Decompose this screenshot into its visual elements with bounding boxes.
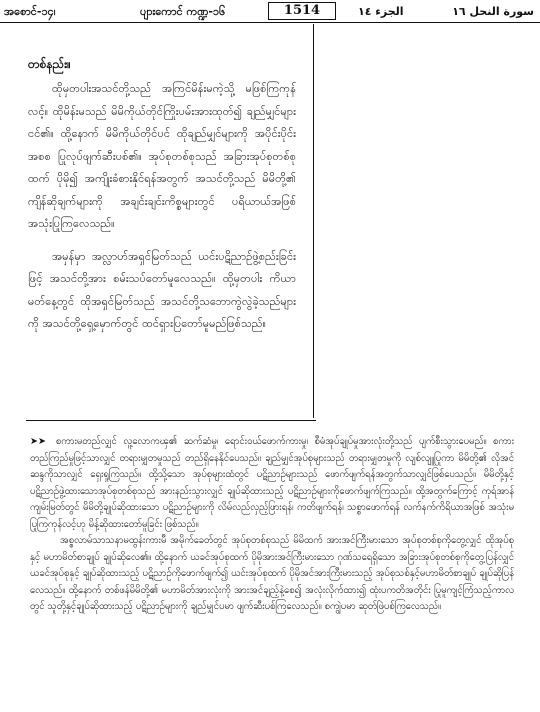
- footnote-paragraph: အစ္စလာမ်သာသနာမထွန်းကားမီ အမိုက်ခေတ်တွင် အုပ်စုတစ်စုသည် မိမိထက် အားအင်ကြီးမားသော အုပ်စုတစ်စုကိုတွေ့လျှင် ထိုအုပ်စုနှင့် မဟာမိတ်စာချုပ် ချုပ်ဆိုလေ၏။ ထို့နောက် ယခင်အုပ်စုထက် ပိုမိုအားအင်ကြီးမားသော ဂုဏ်သရေရှိသော အခြားအုပ်စုတစ်စုကိုတွေ့ပြန်လျှင် ယခင်အုပ်စုနှင့် ချုပ်ဆိုထားသည့် ပဋိညာဉ်ကိုဖောက်ဖျက်၍ ယင်းအုပ်စုထက် ပိုမိုအင်အားကြီးမားသည့် အုပ်စုသစ်နှင့်မဟာမိတ်စာချုပ် ချုပ်ဆိုပြန်လေသည်။ ထို့နောက် တစ်ဖန်မိမိတို့၏ မဟာမိတ်အားလုံးကို အားအင်ချည့်နဲ့စေ၍ အလုံးလိုက်ထား၍ ထုံးပကတိအတိုင်း ပြုမူကျင့်ကြံသည့်ကာလတွင် သူတို့နှင့်ချုပ်ဆိုထားသည့် ပဋိညာဉ်များကို ချည်မျှင်ပမာ ဖျက်ဆီးပစ်ကြလေသည်။ စကျွဲပမာ ဆုတ်ဖြဲပစ်ကြလေသည်။: [30, 535, 514, 612]
- page-header: [0, 0, 540, 22]
- page-number: 1514: [268, 2, 336, 20]
- chapter-reference: အစောင်-၁၄၊: [4, 5, 56, 18]
- column-divider: [313, 24, 314, 418]
- juz-label: الجزء ١٤: [358, 5, 404, 18]
- footnotes: [30, 434, 514, 616]
- section-heading: တစ်နည်း။: [28, 57, 71, 71]
- main-text: [28, 56, 296, 346]
- footnote-paragraph: [30, 434, 514, 533]
- header-divider: [0, 22, 540, 23]
- surah-label: سورة النحل ١٦: [452, 5, 534, 18]
- footnote-divider: [26, 420, 316, 421]
- verse-paragraph: ထိုမှတပါးအသင်တို့သည် အကြင်မိန်းမကဲ့သို့ မဖြစ်ကြကုန်လင့်။ ထိုမိန်းမသည် မိမိကိုယ်တိုင်ကြိုးပမ်းအားထုတ်၍ ချည်မျှင်များငင်၏။ ထို့နောက် မိမိကိုယ်တိုင်ပင် ထိုချည်မျှင်များကို အပိုင်းပိုင်းအစစ ပြုလုပ်ဖျက်ဆီးပစ်၏။ အုပ်စုတစ်စုသည် အခြားအုပ်စုတစ်စုထက် ပိုမို၍ အကျိုးခံစားနိုင်ရန်အတွက် အသင်တို့သည် မိမိတို့၏ ကျိန်ဆိုချက်များကို အချင်းချင်းကိစ္စများတွင် ပရိယာယ်အဖြစ်အသုံးပြုကြလေသည်။: [28, 82, 296, 230]
- footnote-text: စကားမတည်လျှင် လူ့လောကၾ၏ ဆက်ဆံမှု၊ ရောင်းဝယ်ဖောက်ကားမှု၊ စီမံအုပ်ချုပ်မှုအားလုံးတို့သည် ပျက်စီးသွားပေမည်။ စကားတည်ကြည်မှုဖြင့်သာလျှင် တရားမျှတမှုသည် တည်ရှိနေနိုင်ပေသည်။ ချည်မျှင်အုပ်စုများသည် တရားမျှတမှုကို လျစ်လျူပြုကာ မိမိတို့၏ လိုအင်ဆန္ဒကိုသာလျှင် ရှေးရှုကြသည်။ ထို့သို့သော အုပ်စုများထံတွင် ပဋိညာဉ်များသည် ဖောက်ဖျက်ရန်အတွက်သာလျှင်ဖြစ်ပေသည်။ မိမိတို့နှင့် ပဋိညာဉ်ဖွဲ့ထားသောအုပ်စုတစ်စုသည် အားနည်းသွားလျှင် ချုပ်ဆိုထားသည့် ပဋိညာဉ်များကိုဖောက်ဖျက်ကြသည်။ ထို့အတွက်ကြောင့် ကုရ်အာန်ကျမ်းမြတ်တွင် မိမိတို့ချုပ်ဆိုထားသော ပဋိညာဉ်များကို လိမ်လည်လှည့်ဖြားရန်၊ ကတိဖျက်ရန်၊ သစ္စာဖောက်ရန် လက်နက်ကိရိယာအဖြစ် အသုံးမပြုကြကုန်လင့်ဟု မိန့်ဆိုထားတော်မူခြင်း ဖြစ်သည်။: [30, 436, 514, 530]
- arrow-icon: ➤➤: [30, 436, 46, 447]
- verse-paragraph: အမှန်မှာ အလ္လာဟ်အရှင်မြတ်သည် ယင်းပဋိညာဉ်ဖွဲ့စည်းခြင်းဖြင့် အသင်တို့အား စမ်းသပ်တော်မူလေသည်။ ထို့မှတပါး ကိယာမတ်နေ့တွင် ထိုအရှင်မြတ်သည် အသင်တို့သဘောကွဲလွဲခဲ့သည်များကို အသင်တို့ရှေ့မှောက်တွင် ထင်ရှားပြတော်မူမည်ဖြစ်သည်။: [28, 249, 296, 330]
- section-reference: ပျားကောင် ကဏ္ဍ-၁၆: [140, 5, 226, 18]
